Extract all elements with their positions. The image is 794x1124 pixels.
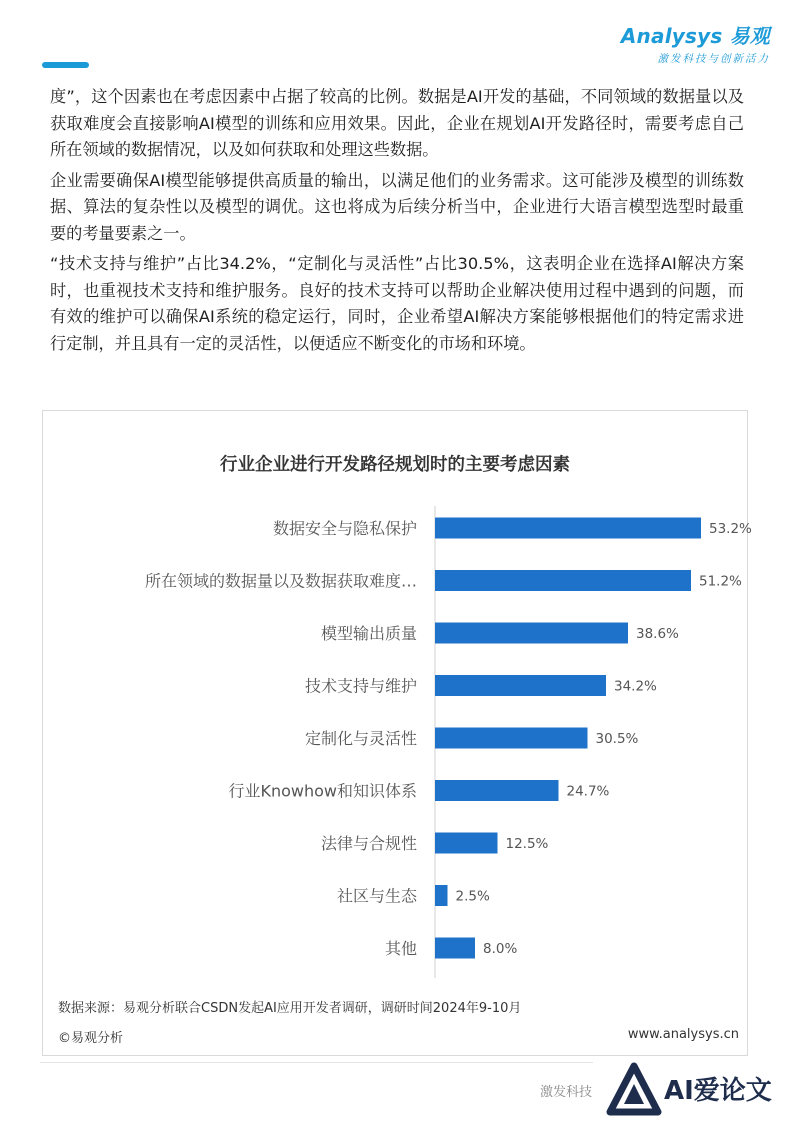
value-label: 53.2% <box>709 521 752 537</box>
bar <box>435 518 701 539</box>
category-label: 定制化与灵活性 <box>304 729 417 748</box>
value-label: 2.5% <box>455 888 490 905</box>
watermark-logo-icon <box>606 1062 662 1120</box>
bar <box>435 885 448 906</box>
value-label: 38.6% <box>636 626 679 642</box>
accent-bar <box>42 62 89 68</box>
copyright: ©易观分析 <box>58 1031 124 1046</box>
analysys-logo <box>621 20 770 66</box>
bar <box>435 675 606 696</box>
footer-text: 激发科技 <box>540 1085 593 1100</box>
website-url[interactable]: www.analysys.cn <box>627 1027 739 1042</box>
logo-tagline: 激发科技与创新活力 <box>657 53 770 65</box>
chart-source: 数据来源：易观分析联合CSDN发起AI应用开发者调研，调研时间2024年9-10月 <box>58 1001 522 1016</box>
chart-panel <box>42 410 752 1056</box>
bar <box>435 833 498 854</box>
paragraph-2: 企业需要确保AI模型能够提供高质量的输出，以满足他们的业务需求。这可能涉及模型的训练数据、算法的复杂性以及模型的调优。这也将成为后续分析当中，企业进行大语言模型选型时最重要的考量要素之一。 <box>50 170 744 243</box>
category-label: 模型输出质量 <box>320 624 417 643</box>
logo-text: Analysys 易观 <box>620 24 770 48</box>
watermark-text: AI爱论文 <box>664 1076 772 1106</box>
category-label: 社区与生态 <box>336 886 417 906</box>
category-label: 技术支持与维护 <box>304 676 417 696</box>
watermark <box>606 1062 786 1120</box>
bar <box>435 570 691 591</box>
body-text <box>50 84 744 361</box>
chart-title: 行业企业进行开发路径规划时的主要考虑因素 <box>220 455 570 475</box>
value-label: 34.2% <box>614 678 657 695</box>
value-label: 30.5% <box>595 731 639 747</box>
bar <box>435 938 475 959</box>
paragraph-3: “技术支持与维护”占比34.2%，“定制化与灵活性”占比30.5%，这表明企业在选择AI解决方案时，也重视技术支持和维护服务。良好的技术支持可以帮助企业解决使用过程中遇到的问题，而有效的维护可以确保AI系统的稳定运行，同时，企业希望AI解决方案能够根据他们的特定需求进行定制，并且具有一定的灵活性，以便适应不断变化的市场和环境。 <box>50 254 744 353</box>
bar-chart <box>43 411 752 991</box>
bar <box>435 728 588 749</box>
bar <box>435 780 559 801</box>
category-label: 法律与合规性 <box>320 834 417 853</box>
value-label: 51.2% <box>699 573 742 590</box>
value-label: 24.7% <box>566 783 610 800</box>
category-label: 所在领域的数据量以及数据获取难度… <box>144 571 417 591</box>
category-label: 数据安全与隐私保护 <box>272 519 417 538</box>
footer-divider <box>40 1062 593 1063</box>
category-label: 其他 <box>384 939 417 958</box>
value-label: 12.5% <box>505 836 549 852</box>
category-label: 行业Knowhow和知识体系 <box>228 781 417 801</box>
value-label: 8.0% <box>483 941 518 957</box>
paragraph-1: 度”，这个因素也在考虑因素中占据了较高的比例。数据是AI开发的基础，不同领域的数据量以及获取难度会直接影响AI模型的训练和应用效果。因此，企业在规划AI开发路径时，需要考虑自己所在领域的数据情况，以及如何获取和处理这些数据。 <box>50 87 744 159</box>
bar <box>435 623 628 644</box>
